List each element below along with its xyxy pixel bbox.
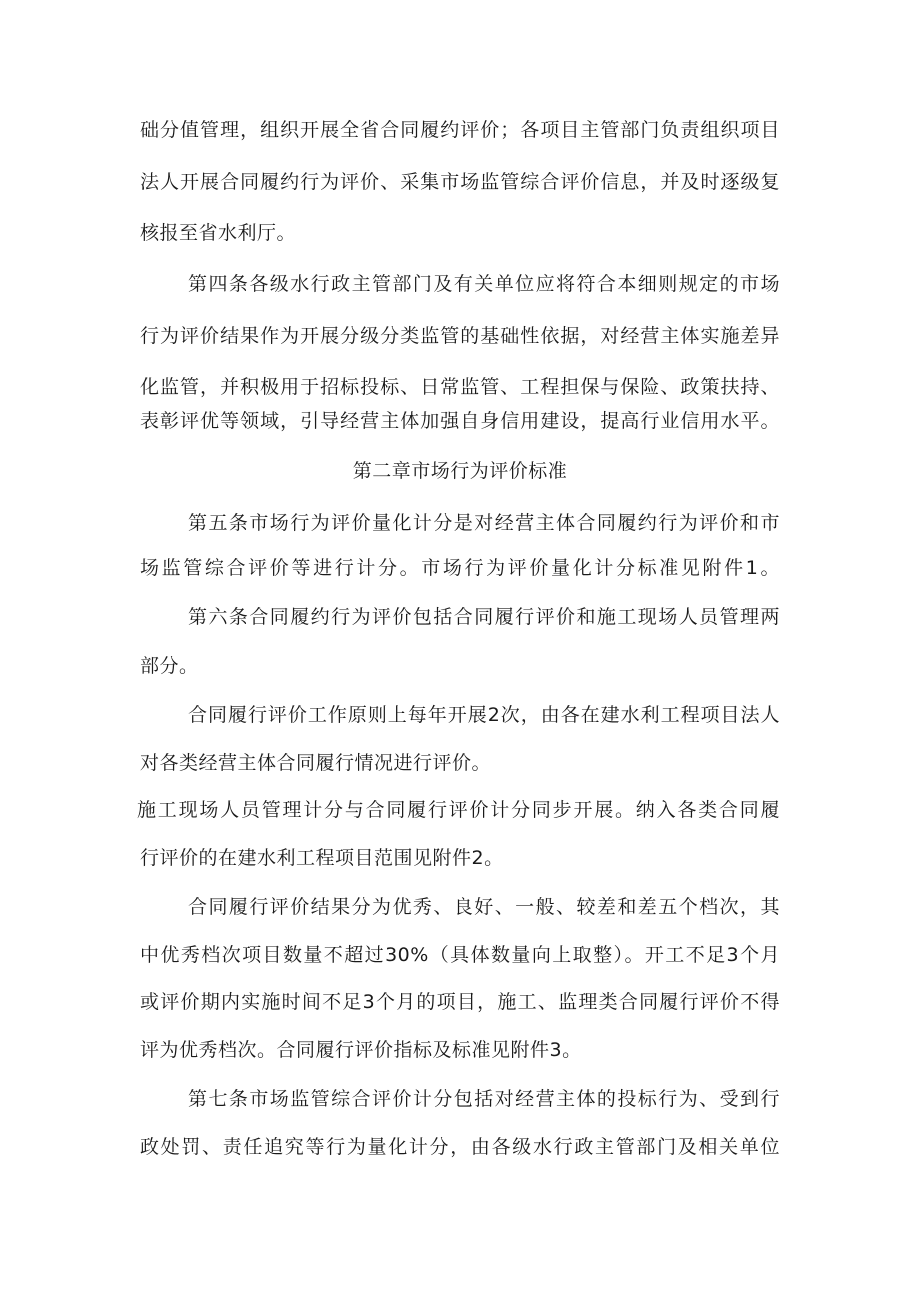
paragraph-article-4-line-1: 第四条各级水行政主管部门及有关单位应将符合本细则规定的市场: [188, 273, 780, 295]
paragraph-evaluation-grades-line-3: 或评价期内实施时间不足3个月的项目，施工、监理类合同履行评价不得: [140, 991, 780, 1013]
paragraph-article-6-line-2: 部分。: [140, 655, 199, 677]
paragraph-article-6-line-1: 第六条合同履约行为评价包括合同履行评价和施工现场人员管理两: [188, 606, 780, 628]
paragraph-site-personnel-line-2: 行评价的在建水利工程项目范围见附件2。: [140, 847, 504, 869]
paragraph-article-7-line-2: 政处罚、责任追究等行为量化计分，由各级水行政主管部门及相关单位: [140, 1136, 780, 1158]
paragraph-1-line-1: 础分值管理，组织开展全省合同履约评价；各项目主管部门负责组织项目: [140, 119, 780, 141]
paragraph-contract-evaluation-line-1: 合同履行评价工作原则上每年开展2次，由各在建水利工程项目法人: [188, 704, 780, 726]
paragraph-evaluation-grades-line-4: 评为优秀档次。合同履行评价指标及标准见附件3。: [140, 1039, 582, 1061]
paragraph-article-4-line-2: 行为评价结果作为开展分级分类监管的基础性依据，对经营主体实施差异: [140, 325, 780, 347]
paragraph-evaluation-grades-line-2: 中优秀档次项目数量不超过30%（具体数量向上取整）。开工不足3个月: [140, 944, 780, 966]
paragraph-evaluation-grades-line-1: 合同履行评价结果分为优秀、良好、一般、较差和差五个档次，其: [188, 896, 780, 918]
paragraph-article-5-line-1: 第五条市场行为评价量化计分是对经营主体合同履约行为评价和市: [188, 512, 780, 534]
paragraph-1-line-3: 核报至省水利厅。: [140, 222, 297, 244]
paragraph-article-4-line-4: 表彰评优等领域，引导经营主体加强自身信用建设，提高行业信用水平。: [140, 410, 780, 432]
paragraph-site-personnel-line-1: 施工现场人员管理计分与合同履行评价计分同步开展。纳入各类合同履: [137, 799, 780, 821]
paragraph-contract-evaluation-line-2: 对各类经营主体合同履行情况进行评价。: [140, 752, 492, 774]
paragraph-1-line-2: 法人开展合同履约行为评价、采集市场监管综合评价信息，并及时逐级复: [140, 171, 780, 193]
paragraph-article-5-line-2: 场监管综合评价等进行计分。市场行为评价量化计分标准见附件1。: [140, 557, 780, 579]
chapter-heading: 第二章市场行为评价标准: [352, 460, 568, 482]
paragraph-article-4-line-3: 化监管，并积极用于招标投标、日常监管、工程担保与保险、政策扶持、: [140, 376, 780, 398]
paragraph-article-7-line-1: 第七条市场监管综合评价计分包括对经营主体的投标行为、受到行: [188, 1088, 780, 1110]
